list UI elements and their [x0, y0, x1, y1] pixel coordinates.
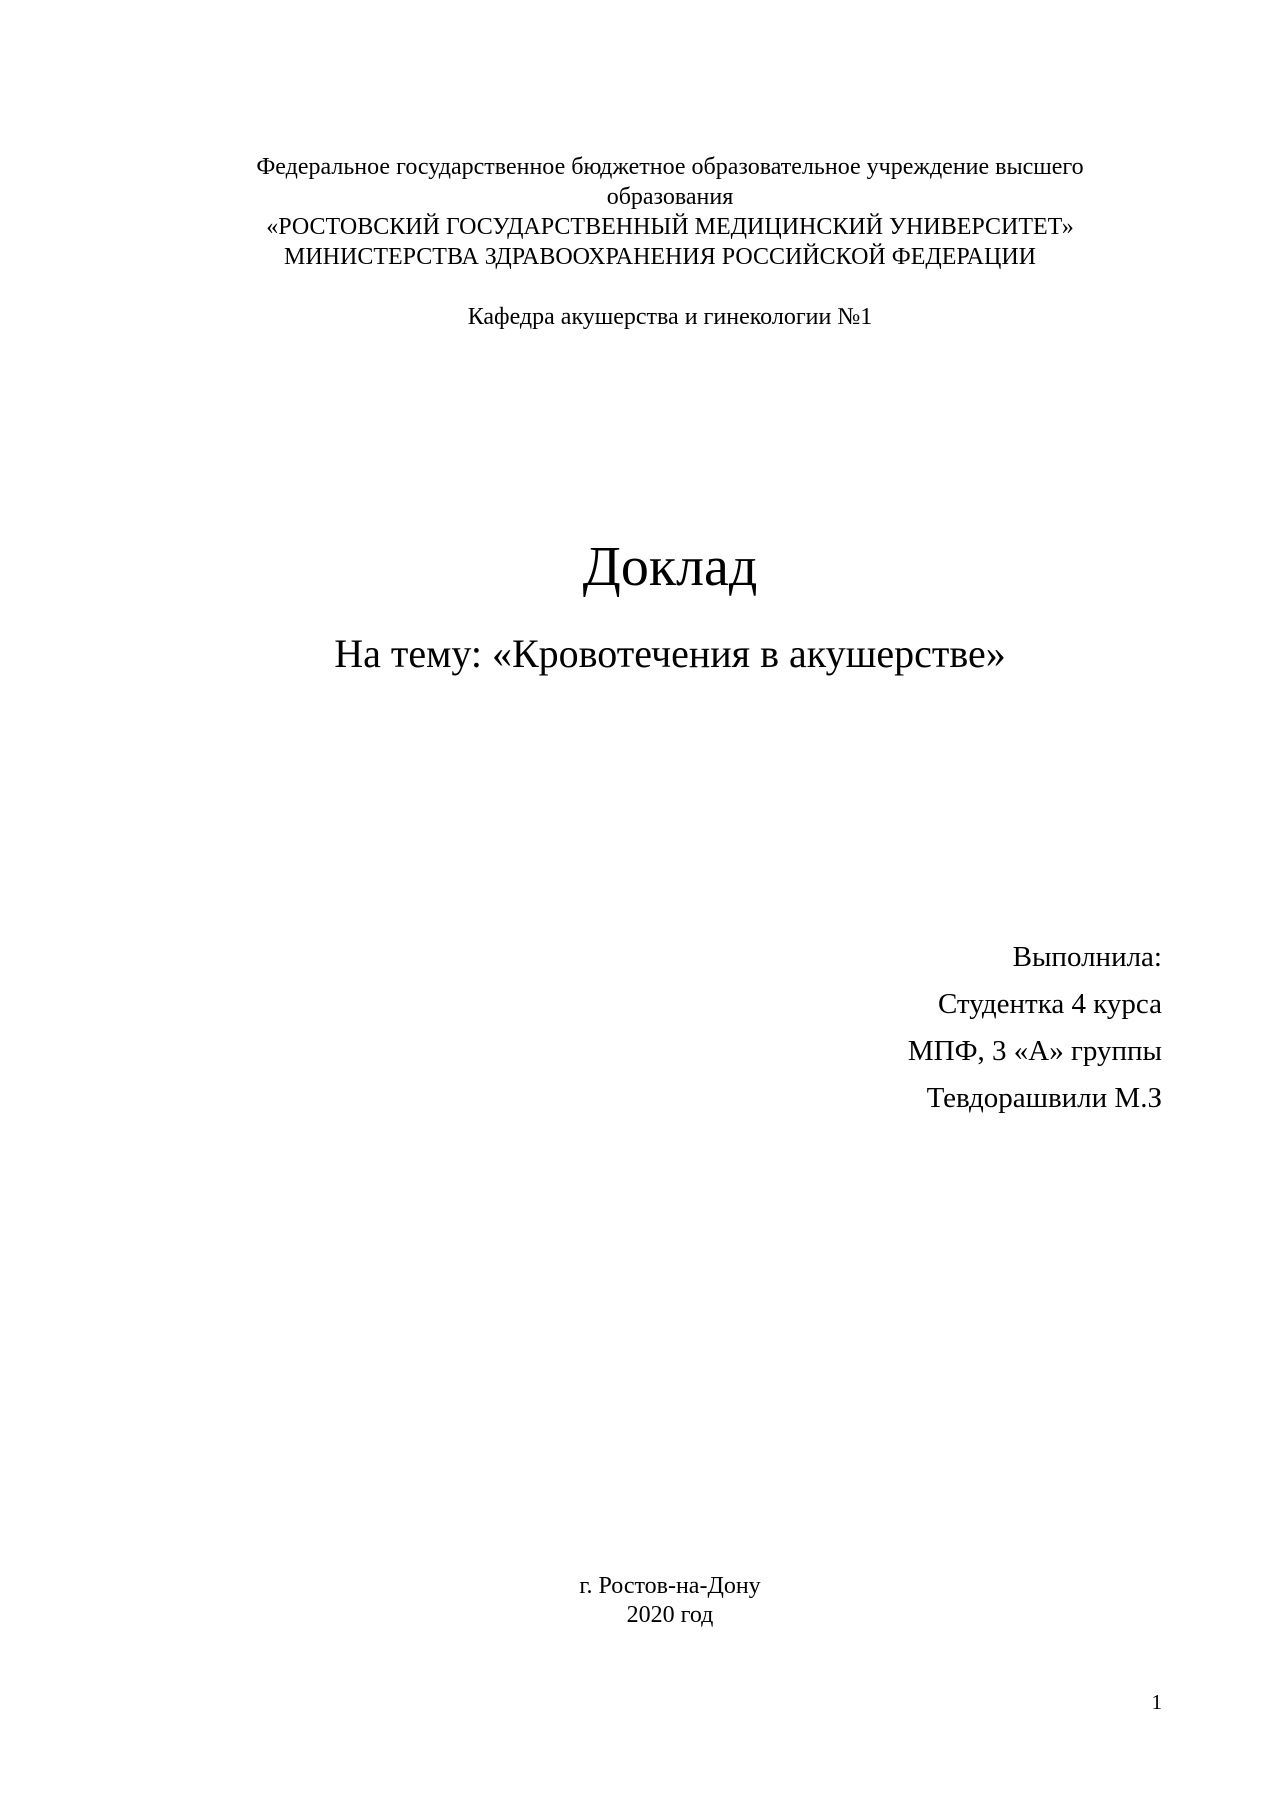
header-institution-line-1: Федеральное государственное бюджетное образовательное учреждение высшего: [256, 154, 1084, 180]
header-ministry: МИНИСТЕРСТВА ЗДРАВООХРАНЕНИЯ РОССИЙСКОЙ ФЕДЕРАЦИИ: [283, 244, 1037, 270]
author-course: Студентка 4 курса: [937, 988, 1162, 1020]
department-name: Кафедра акушерства и гинекологии №1: [467, 304, 873, 330]
author-group: МПФ, 3 «А» группы: [907, 1035, 1162, 1067]
author-name: Тевдорашвили М.З: [926, 1082, 1162, 1114]
header-institution-line-2: образования: [606, 184, 734, 210]
footer-city: г. Ростов-на-Дону: [579, 1573, 761, 1599]
document-title: Доклад: [582, 536, 758, 598]
header-university-name: «РОСТОВСКИЙ ГОСУДАРСТВЕННЫЙ МЕДИЦИНСКИЙ УНИВЕРСИТЕТ»: [266, 214, 1074, 240]
author-label: Выполнила:: [1012, 941, 1162, 973]
document-subtitle: На тему: «Кровотечения в акушерстве»: [334, 631, 1006, 676]
footer-year: 2020 год: [626, 1602, 714, 1628]
page-number: 1: [1151, 1690, 1162, 1714]
